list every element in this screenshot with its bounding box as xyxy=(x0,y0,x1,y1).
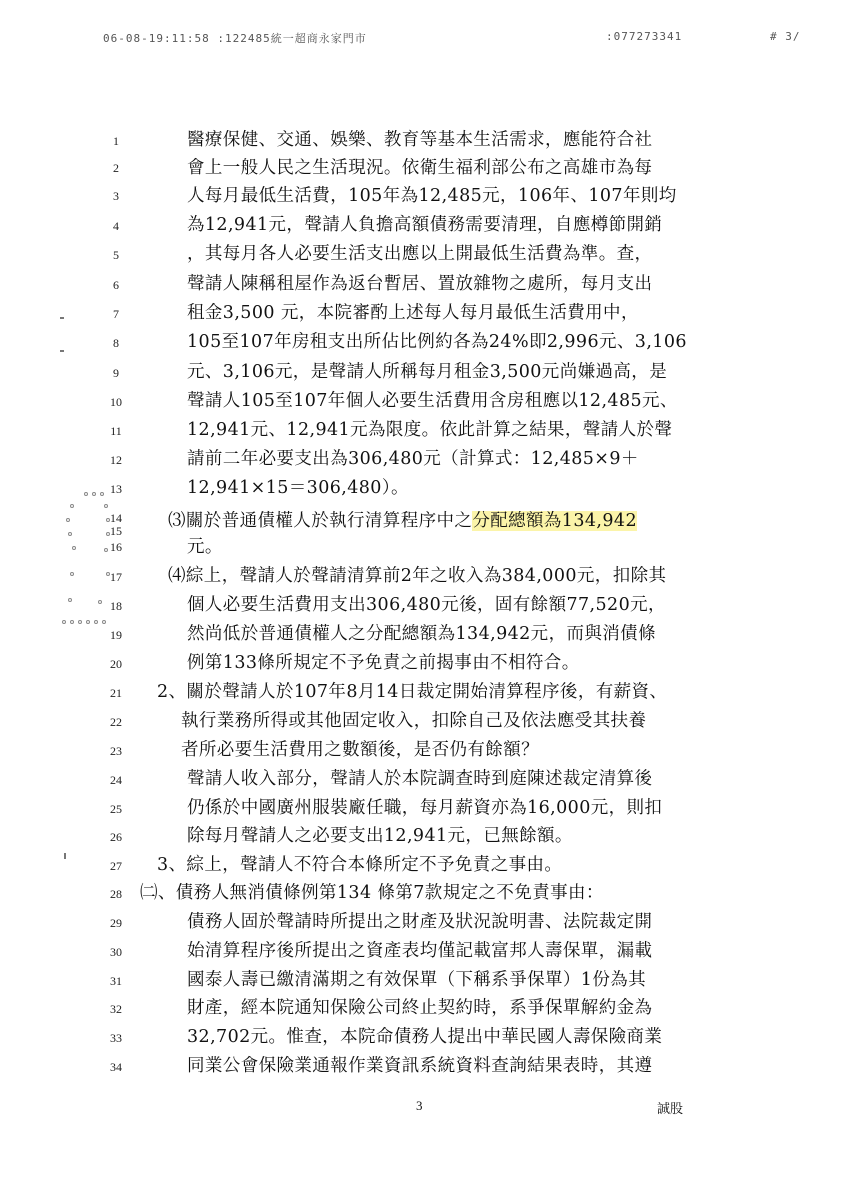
line-number: 23 xyxy=(110,744,122,758)
line-number: 24 xyxy=(110,773,122,787)
text-line: 元、3,106元，是聲請人所稱每月租金3,500元尚嫌過高，是 xyxy=(187,362,668,382)
line-number: 26 xyxy=(110,830,122,844)
scan-speck xyxy=(60,317,64,319)
text-line: 租金3,500 元，本院審酌上述每人每月最低生活費用中， xyxy=(187,303,639,323)
text-line: 然尚低於普通債權人之分配總額為134,942元，而與消債條 xyxy=(187,624,656,644)
fax-timestamp: 06-08-19:11:58 :122485統一超商永家門市 xyxy=(103,32,367,45)
fax-number: :077273341 xyxy=(606,30,683,43)
line-number: 3 xyxy=(113,189,119,203)
line-number: 14 xyxy=(110,511,122,525)
scan-speck xyxy=(64,853,66,859)
text-line: 12,941×15＝306,480）。 xyxy=(187,478,409,498)
line-number: 30 xyxy=(110,945,122,959)
line-number: 9 xyxy=(113,366,119,380)
text-line: 聲請人陳稱租屋作為返台暫居、置放雜物之處所，每月支出 xyxy=(187,274,653,294)
text-line: 元。 xyxy=(187,537,223,557)
line-number: 5 xyxy=(113,248,119,262)
line-number: 4 xyxy=(113,219,119,233)
line-number: 27 xyxy=(110,859,122,873)
text-line: 醫療保健、交通、娛樂、教育等基本生活需求，應能符合社 xyxy=(187,130,653,150)
text-line: 會上一般人民之生活現況。依衛生福利部公布之高雄市為每 xyxy=(187,158,653,178)
text-line: 仍係於中國廣州服裝廠任職，每月薪資亦為16,000元，則扣 xyxy=(187,798,663,818)
line-number: 22 xyxy=(110,715,122,729)
line-number: 10 xyxy=(110,395,122,409)
line-number: 6 xyxy=(113,278,119,292)
highlighted-text: 分配總額為134,942 xyxy=(472,511,637,531)
line-number: 34 xyxy=(110,1060,122,1074)
line-number: 2 xyxy=(113,161,119,175)
page-number: 3 xyxy=(416,1098,423,1113)
text-line: 2、關於聲請人於107年8月14日裁定開始清算程序後，有薪資、 xyxy=(157,682,668,702)
text-line: 32,702元。惟查，本院命債務人提出中華民國人壽保險商業 xyxy=(187,1027,663,1047)
text-line: 者所必要生活費用之數額後，是否仍有餘額？ xyxy=(181,740,539,760)
line-number: 11 xyxy=(110,424,122,438)
text-line: 105至107年房租支出所佔比例約各為24%即2,996元、3,106 xyxy=(187,332,687,352)
text-line: 國泰人壽已繳清滿期之有效保單（下稱系爭保單）1份為其 xyxy=(187,970,647,990)
text-line: 個人必要生活費用支出306,480元後，固有餘額77,520元， xyxy=(187,595,666,615)
line-number: 7 xyxy=(113,307,119,321)
line-number: 21 xyxy=(110,686,122,700)
text-line: 債務人固於聲請時所提出之財產及狀況說明書、法院裁定開 xyxy=(187,912,653,932)
text-line xyxy=(168,510,637,532)
text-line: 聲請人105至107年個人必要生活費用含房租應以12,485元、 xyxy=(187,391,678,411)
text-line: 請前二年必要支出為306,480元（計算式：12,485×9＋ xyxy=(187,449,639,469)
text-line-part: ⑶關於普通債權人於執行清算程序中之 xyxy=(168,511,473,531)
text-line: ㈡、債務人無消債條例第134 條第7款規定之不免責事由： xyxy=(140,883,604,903)
text-line: 同業公會保險業通報作業資訊系統資料查詢結果表時，其遵 xyxy=(187,1056,653,1076)
line-number: 19 xyxy=(110,628,122,642)
line-number: 25 xyxy=(110,802,122,816)
scan-speck xyxy=(60,350,64,352)
text-line: ，其每月各人必要生活支出應以上開最低生活費為準。查， xyxy=(187,244,653,264)
line-number: 1 xyxy=(113,134,119,148)
line-number: 17 xyxy=(110,570,122,584)
line-number: 13 xyxy=(110,482,122,496)
line-number: 31 xyxy=(110,974,122,988)
fax-page-indicator: # 3/ xyxy=(770,30,801,43)
text-line: 例第133條所規定不予免責之前揭事由不相符合。 xyxy=(187,653,580,673)
text-line: 為12,941元，聲請人負擔高額債務需要清理，自應樽節開銷 xyxy=(187,215,663,235)
line-number: 15 xyxy=(110,524,122,538)
line-number: 33 xyxy=(110,1031,122,1045)
line-number: 20 xyxy=(110,657,122,671)
line-number: 12 xyxy=(110,453,122,467)
line-number: 32 xyxy=(110,1002,122,1016)
line-number: 16 xyxy=(110,540,122,554)
text-line: 聲請人收入部分，聲請人於本院調查時到庭陳述裁定清算後 xyxy=(187,769,653,789)
text-line: 12,941元、12,941元為限度。依此計算之結果，聲請人於聲 xyxy=(187,420,673,440)
text-line: 始清算程序後所提出之資產表均僅記載富邦人壽保單，漏載 xyxy=(187,941,653,961)
text-line: 財產，經本院通知保險公司終止契約時，系爭保單解約金為 xyxy=(187,998,653,1018)
line-number: 8 xyxy=(113,336,119,350)
text-line: ⑷綜上，聲請人於聲請清算前2年之收入為384,000元，扣除其 xyxy=(168,566,667,586)
text-line: 執行業務所得或其他固定收入，扣除自己及依法應受其扶養 xyxy=(181,711,647,731)
text-line: 除每月聲請人之必要支出12,941元，已無餘額。 xyxy=(187,826,573,846)
text-line: 人每月最低生活費，105年為12,485元，106年、107年則均 xyxy=(187,186,677,206)
line-number: 28 xyxy=(110,887,122,901)
line-number: 29 xyxy=(110,916,122,930)
text-line: 3、綜上，聲請人不符合本條所定不予免責之事由。 xyxy=(157,855,563,875)
court-unit-label: 誠股 xyxy=(657,1102,684,1117)
line-number: 18 xyxy=(110,599,122,613)
